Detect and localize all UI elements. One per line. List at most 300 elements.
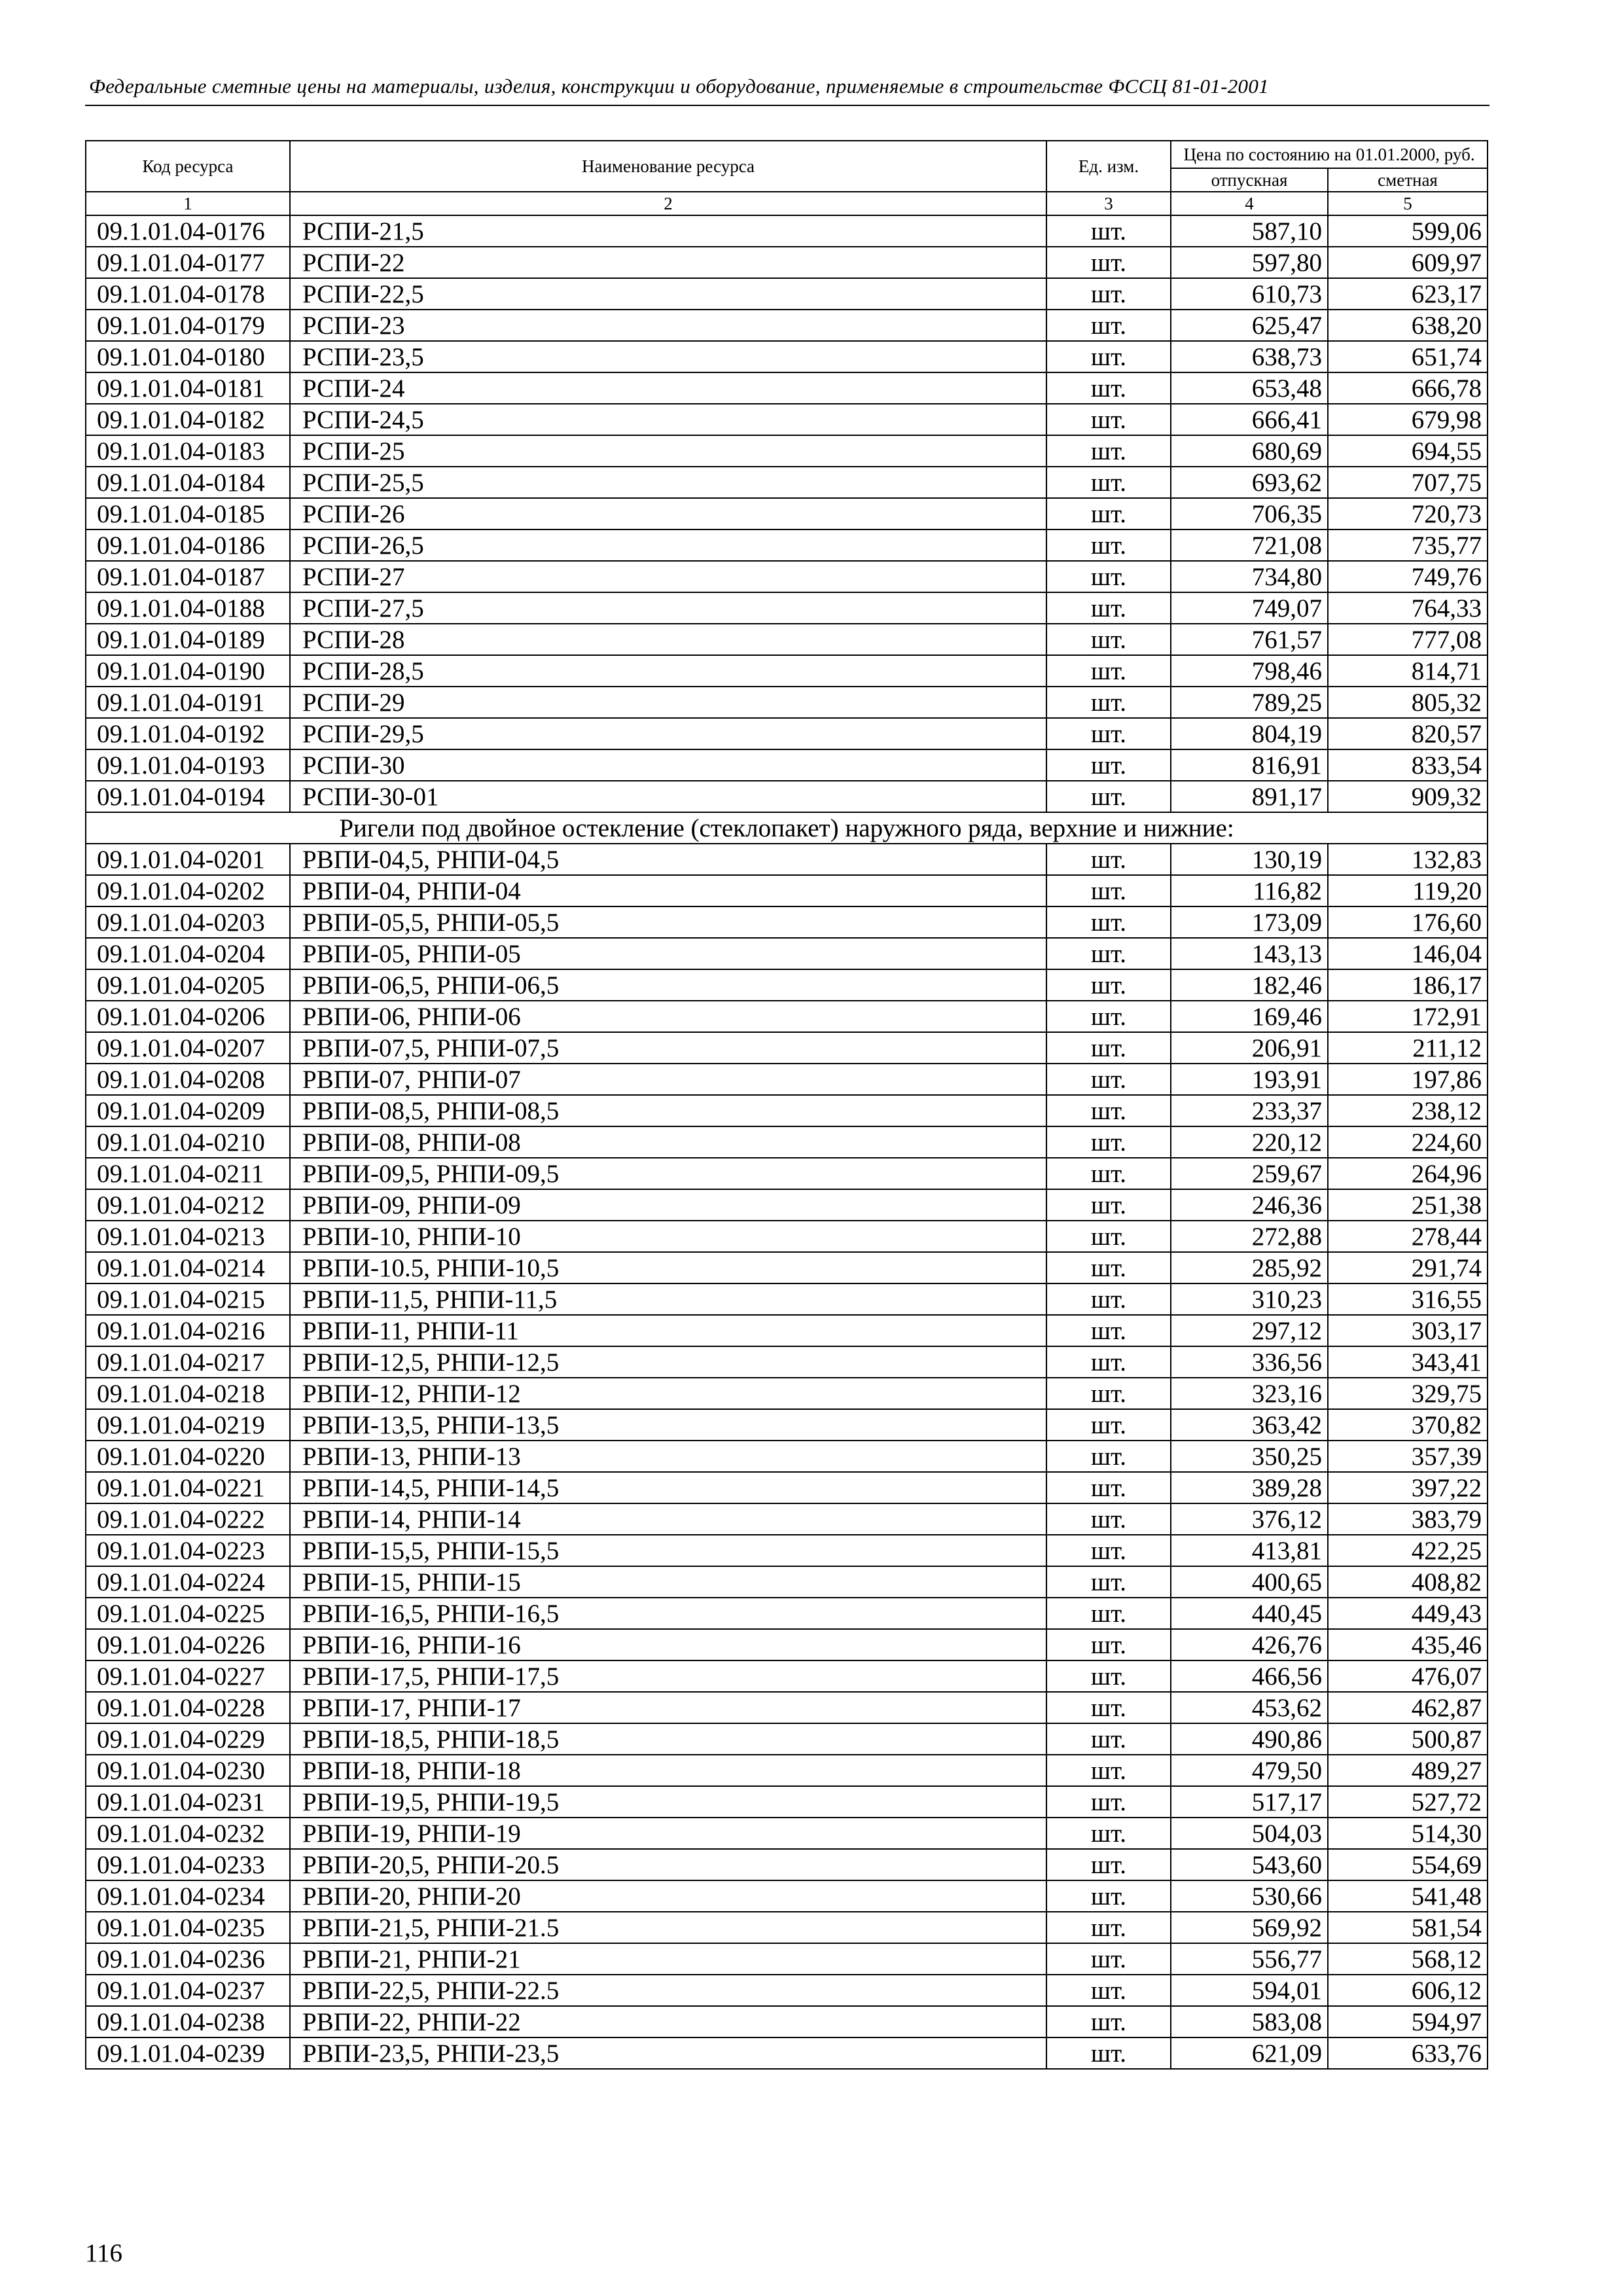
- table-row: [86, 1880, 1488, 1912]
- resource-name: РВПИ-07, РНПИ-07: [290, 1064, 1046, 1095]
- unit-of-measure: шт.: [1046, 278, 1171, 310]
- table-row: [86, 467, 1488, 498]
- release-price: 597,80: [1171, 247, 1328, 278]
- release-price: 594,01: [1171, 1975, 1328, 2006]
- table-row: [86, 247, 1488, 278]
- table-row: [86, 1001, 1488, 1032]
- estimate-price: 224,60: [1328, 1126, 1488, 1158]
- resource-code: 09.1.01.04-0191: [86, 687, 290, 718]
- unit-of-measure: шт.: [1046, 1692, 1171, 1723]
- release-price: 490,86: [1171, 1723, 1328, 1755]
- resource-code: 09.1.01.04-0182: [86, 404, 290, 435]
- column-number: 5: [1328, 192, 1488, 215]
- resource-code: 09.1.01.04-0234: [86, 1880, 290, 1912]
- release-price: 789,25: [1171, 687, 1328, 718]
- estimate-price: 146,04: [1328, 938, 1488, 969]
- unit-of-measure: шт.: [1046, 2006, 1171, 2037]
- resource-name: РСПИ-26: [290, 498, 1046, 529]
- release-price: 297,12: [1171, 1315, 1328, 1346]
- resource-code: 09.1.01.04-0233: [86, 1849, 290, 1880]
- release-price: 440,45: [1171, 1598, 1328, 1629]
- resource-code: 09.1.01.04-0183: [86, 435, 290, 467]
- resource-name: РСПИ-29,5: [290, 718, 1046, 749]
- table-row: [86, 875, 1488, 906]
- estimate-price: 435,46: [1328, 1629, 1488, 1660]
- table-row: [86, 404, 1488, 435]
- table-row: [86, 1818, 1488, 1849]
- estimate-price: 820,57: [1328, 718, 1488, 749]
- table-header: [86, 141, 1488, 215]
- unit-of-measure: шт.: [1046, 1001, 1171, 1032]
- estimate-price: 316,55: [1328, 1283, 1488, 1315]
- unit-of-measure: шт.: [1046, 875, 1171, 906]
- table-row: [86, 1095, 1488, 1126]
- release-price: 336,56: [1171, 1346, 1328, 1378]
- resource-code: 09.1.01.04-0203: [86, 906, 290, 938]
- unit-of-measure: шт.: [1046, 938, 1171, 969]
- release-price: 706,35: [1171, 498, 1328, 529]
- table-row: [86, 969, 1488, 1001]
- estimate-price: 370,82: [1328, 1409, 1488, 1441]
- unit-of-measure: шт.: [1046, 529, 1171, 561]
- resource-code: 09.1.01.04-0231: [86, 1786, 290, 1818]
- table-row: [86, 1535, 1488, 1566]
- resource-name: РСПИ-22,5: [290, 278, 1046, 310]
- table-row: [86, 1660, 1488, 1692]
- unit-of-measure: шт.: [1046, 1566, 1171, 1598]
- resource-code: 09.1.01.04-0193: [86, 749, 290, 781]
- estimate-price: 238,12: [1328, 1095, 1488, 1126]
- column-number: 4: [1171, 192, 1328, 215]
- unit-of-measure: шт.: [1046, 247, 1171, 278]
- release-price: 721,08: [1171, 529, 1328, 561]
- resource-code: 09.1.01.04-0228: [86, 1692, 290, 1723]
- resource-code: 09.1.01.04-0230: [86, 1755, 290, 1786]
- estimate-price: 291,74: [1328, 1252, 1488, 1283]
- resource-code: 09.1.01.04-0202: [86, 875, 290, 906]
- col-header-name: Наименование ресурса: [290, 141, 1046, 192]
- release-price: 206,91: [1171, 1032, 1328, 1064]
- table-row: [86, 1032, 1488, 1064]
- estimate-price: 609,97: [1328, 247, 1488, 278]
- release-price: 363,42: [1171, 1409, 1328, 1441]
- resource-name: РВПИ-14, РНПИ-14: [290, 1503, 1046, 1535]
- resource-name: РВПИ-08, РНПИ-08: [290, 1126, 1046, 1158]
- release-price: 272,88: [1171, 1221, 1328, 1252]
- resource-name: РВПИ-19, РНПИ-19: [290, 1818, 1046, 1849]
- table-row: [86, 1189, 1488, 1221]
- unit-of-measure: шт.: [1046, 1221, 1171, 1252]
- resource-name: РВПИ-20, РНПИ-20: [290, 1880, 1046, 1912]
- unit-of-measure: шт.: [1046, 1441, 1171, 1472]
- table-row: [86, 718, 1488, 749]
- resource-code: 09.1.01.04-0220: [86, 1441, 290, 1472]
- estimate-price: 172,91: [1328, 1001, 1488, 1032]
- table-row: [86, 1346, 1488, 1378]
- resource-code: 09.1.01.04-0201: [86, 844, 290, 875]
- resource-code: 09.1.01.04-0213: [86, 1221, 290, 1252]
- resource-code: 09.1.01.04-0209: [86, 1095, 290, 1126]
- table-row: [86, 1598, 1488, 1629]
- resource-code: 09.1.01.04-0237: [86, 1975, 290, 2006]
- release-price: 734,80: [1171, 561, 1328, 592]
- resource-code: 09.1.01.04-0215: [86, 1283, 290, 1315]
- release-price: 182,46: [1171, 969, 1328, 1001]
- release-price: 376,12: [1171, 1503, 1328, 1535]
- estimate-price: 638,20: [1328, 310, 1488, 341]
- estimate-price: 186,17: [1328, 969, 1488, 1001]
- estimate-price: 833,54: [1328, 749, 1488, 781]
- resource-code: 09.1.01.04-0227: [86, 1660, 290, 1692]
- unit-of-measure: шт.: [1046, 1064, 1171, 1095]
- release-price: 891,17: [1171, 781, 1328, 812]
- release-price: 233,37: [1171, 1095, 1328, 1126]
- unit-of-measure: шт.: [1046, 1346, 1171, 1378]
- table-row: [86, 1064, 1488, 1095]
- estimate-price: 119,20: [1328, 875, 1488, 906]
- header-rule: [85, 105, 1489, 106]
- unit-of-measure: шт.: [1046, 1095, 1171, 1126]
- unit-of-measure: шт.: [1046, 498, 1171, 529]
- table-row: [86, 1472, 1488, 1503]
- section-heading: Ригели под двойное остекление (стеклопакет) наружного ряда, верхние и нижние:: [86, 812, 1488, 844]
- section-heading-row: [86, 812, 1488, 844]
- release-price: 466,56: [1171, 1660, 1328, 1692]
- estimate-price: 211,12: [1328, 1032, 1488, 1064]
- resource-name: РВПИ-10.5, РНПИ-10,5: [290, 1252, 1046, 1283]
- release-price: 653,48: [1171, 372, 1328, 404]
- resource-code: 09.1.01.04-0224: [86, 1566, 290, 1598]
- estimate-price: 568,12: [1328, 1943, 1488, 1975]
- resource-name: РВПИ-08,5, РНПИ-08,5: [290, 1095, 1046, 1126]
- resource-name: РВПИ-21,5, РНПИ-21.5: [290, 1912, 1046, 1943]
- estimate-price: 805,32: [1328, 687, 1488, 718]
- estimate-price: 500,87: [1328, 1723, 1488, 1755]
- release-price: 116,82: [1171, 875, 1328, 906]
- table-row: [86, 1126, 1488, 1158]
- table-row: [86, 1158, 1488, 1189]
- unit-of-measure: шт.: [1046, 592, 1171, 624]
- resource-name: РВПИ-13, РНПИ-13: [290, 1441, 1046, 1472]
- resource-name: РВПИ-05, РНПИ-05: [290, 938, 1046, 969]
- release-price: 638,73: [1171, 341, 1328, 372]
- unit-of-measure: шт.: [1046, 749, 1171, 781]
- unit-of-measure: шт.: [1046, 687, 1171, 718]
- column-numbers-row: [86, 192, 1488, 215]
- unit-of-measure: шт.: [1046, 718, 1171, 749]
- estimate-price: 527,72: [1328, 1786, 1488, 1818]
- resource-name: РВПИ-16, РНПИ-16: [290, 1629, 1046, 1660]
- resource-name: РВПИ-11, РНПИ-11: [290, 1315, 1046, 1346]
- col-header-release: отпускная: [1171, 168, 1328, 192]
- table-row: [86, 341, 1488, 372]
- resource-name: РВПИ-05,5, РНПИ-05,5: [290, 906, 1046, 938]
- resource-name: РВПИ-14,5, РНПИ-14,5: [290, 1472, 1046, 1503]
- estimate-price: 814,71: [1328, 655, 1488, 687]
- estimate-price: 594,97: [1328, 2006, 1488, 2037]
- table-row: [86, 624, 1488, 655]
- table-row: [86, 310, 1488, 341]
- table-row: [86, 2037, 1488, 2069]
- resource-code: 09.1.01.04-0176: [86, 215, 290, 247]
- resource-name: РСПИ-29: [290, 687, 1046, 718]
- estimate-price: 666,78: [1328, 372, 1488, 404]
- estimate-price: 735,77: [1328, 529, 1488, 561]
- unit-of-measure: шт.: [1046, 1880, 1171, 1912]
- unit-of-measure: шт.: [1046, 1818, 1171, 1849]
- table-row: [86, 1975, 1488, 2006]
- resource-code: 09.1.01.04-0229: [86, 1723, 290, 1755]
- unit-of-measure: шт.: [1046, 1283, 1171, 1315]
- resource-name: РВПИ-17, РНПИ-17: [290, 1692, 1046, 1723]
- column-number: 1: [86, 192, 290, 215]
- resource-name: РСПИ-23,5: [290, 341, 1046, 372]
- unit-of-measure: шт.: [1046, 1912, 1171, 1943]
- estimate-price: 462,87: [1328, 1692, 1488, 1723]
- resource-name: РВПИ-07,5, РНПИ-07,5: [290, 1032, 1046, 1064]
- resource-name: РВПИ-16,5, РНПИ-16,5: [290, 1598, 1046, 1629]
- resource-name: РВПИ-12, РНПИ-12: [290, 1378, 1046, 1409]
- table-row: [86, 1221, 1488, 1252]
- resource-code: 09.1.01.04-0204: [86, 938, 290, 969]
- estimate-price: 303,17: [1328, 1315, 1488, 1346]
- resource-code: 09.1.01.04-0217: [86, 1346, 290, 1378]
- release-price: 310,23: [1171, 1283, 1328, 1315]
- estimate-price: 764,33: [1328, 592, 1488, 624]
- release-price: 583,08: [1171, 2006, 1328, 2037]
- unit-of-measure: шт.: [1046, 781, 1171, 812]
- unit-of-measure: шт.: [1046, 1849, 1171, 1880]
- table-row: [86, 1283, 1488, 1315]
- estimate-price: 909,32: [1328, 781, 1488, 812]
- col-header-estimate: сметная: [1328, 168, 1488, 192]
- resource-code: 09.1.01.04-0216: [86, 1315, 290, 1346]
- table-row: [86, 1566, 1488, 1598]
- release-price: 621,09: [1171, 2037, 1328, 2069]
- table-row: [86, 592, 1488, 624]
- release-price: 556,77: [1171, 1943, 1328, 1975]
- resource-name: РСПИ-26,5: [290, 529, 1046, 561]
- estimate-price: 599,06: [1328, 215, 1488, 247]
- release-price: 259,67: [1171, 1158, 1328, 1189]
- resource-code: 09.1.01.04-0223: [86, 1535, 290, 1566]
- resource-name: РВПИ-15, РНПИ-15: [290, 1566, 1046, 1598]
- unit-of-measure: шт.: [1046, 1252, 1171, 1283]
- release-price: 680,69: [1171, 435, 1328, 467]
- unit-of-measure: шт.: [1046, 1503, 1171, 1535]
- table-row: [86, 1409, 1488, 1441]
- estimate-price: 278,44: [1328, 1221, 1488, 1252]
- col-header-code: Код ресурса: [86, 141, 290, 192]
- table-row: [86, 1786, 1488, 1818]
- resource-name: РСПИ-27: [290, 561, 1046, 592]
- release-price: 798,46: [1171, 655, 1328, 687]
- resource-name: РВПИ-23,5, РНПИ-23,5: [290, 2037, 1046, 2069]
- unit-of-measure: шт.: [1046, 1032, 1171, 1064]
- resource-name: РВПИ-09,5, РНПИ-09,5: [290, 1158, 1046, 1189]
- estimate-price: 694,55: [1328, 435, 1488, 467]
- table-row: [86, 687, 1488, 718]
- price-table: [85, 140, 1488, 2070]
- unit-of-measure: шт.: [1046, 1975, 1171, 2006]
- resource-code: 09.1.01.04-0208: [86, 1064, 290, 1095]
- resource-code: 09.1.01.04-0188: [86, 592, 290, 624]
- estimate-price: 329,75: [1328, 1378, 1488, 1409]
- resource-name: РСПИ-28: [290, 624, 1046, 655]
- resource-code: 09.1.01.04-0219: [86, 1409, 290, 1441]
- estimate-price: 651,74: [1328, 341, 1488, 372]
- unit-of-measure: шт.: [1046, 906, 1171, 938]
- table-row: [86, 215, 1488, 247]
- resource-name: РВПИ-04, РНПИ-04: [290, 875, 1046, 906]
- running-header: Федеральные сметные цены на материалы, изделия, конструкции и оборудование, применяемые в строительстве ФССЦ 81-01-2001: [89, 75, 1269, 98]
- resource-code: 09.1.01.04-0214: [86, 1252, 290, 1283]
- page-number: 116: [85, 2239, 123, 2267]
- resource-code: 09.1.01.04-0190: [86, 655, 290, 687]
- resource-code: 09.1.01.04-0226: [86, 1629, 290, 1660]
- release-price: 413,81: [1171, 1535, 1328, 1566]
- estimate-price: 749,76: [1328, 561, 1488, 592]
- estimate-price: 777,08: [1328, 624, 1488, 655]
- unit-of-measure: шт.: [1046, 655, 1171, 687]
- resource-code: 09.1.01.04-0210: [86, 1126, 290, 1158]
- resource-name: РВПИ-21, РНПИ-21: [290, 1943, 1046, 1975]
- release-price: 530,66: [1171, 1880, 1328, 1912]
- resource-name: РВПИ-13,5, РНПИ-13,5: [290, 1409, 1046, 1441]
- release-price: 610,73: [1171, 278, 1328, 310]
- estimate-price: 132,83: [1328, 844, 1488, 875]
- table-row: [86, 529, 1488, 561]
- estimate-price: 581,54: [1328, 1912, 1488, 1943]
- estimate-price: 251,38: [1328, 1189, 1488, 1221]
- resource-name: РСПИ-24,5: [290, 404, 1046, 435]
- release-price: 246,36: [1171, 1189, 1328, 1221]
- resource-name: РВПИ-04,5, РНПИ-04,5: [290, 844, 1046, 875]
- estimate-price: 720,73: [1328, 498, 1488, 529]
- resource-name: РВПИ-11,5, РНПИ-11,5: [290, 1283, 1046, 1315]
- resource-code: 09.1.01.04-0178: [86, 278, 290, 310]
- resource-code: 09.1.01.04-0239: [86, 2037, 290, 2069]
- table-row: [86, 435, 1488, 467]
- resource-name: РВПИ-10, РНПИ-10: [290, 1221, 1046, 1252]
- resource-code: 09.1.01.04-0189: [86, 624, 290, 655]
- resource-name: РВПИ-20,5, РНПИ-20.5: [290, 1849, 1046, 1880]
- unit-of-measure: шт.: [1046, 1315, 1171, 1346]
- resource-name: РВПИ-22,5, РНПИ-22.5: [290, 1975, 1046, 2006]
- estimate-price: 476,07: [1328, 1660, 1488, 1692]
- release-price: 543,60: [1171, 1849, 1328, 1880]
- resource-name: РСПИ-21,5: [290, 215, 1046, 247]
- table-body: [86, 215, 1488, 2069]
- estimate-price: 408,82: [1328, 1566, 1488, 1598]
- estimate-price: 633,76: [1328, 2037, 1488, 2069]
- estimate-price: 554,69: [1328, 1849, 1488, 1880]
- table-row: [86, 906, 1488, 938]
- release-price: 169,46: [1171, 1001, 1328, 1032]
- resource-code: 09.1.01.04-0218: [86, 1378, 290, 1409]
- unit-of-measure: шт.: [1046, 1786, 1171, 1818]
- resource-code: 09.1.01.04-0211: [86, 1158, 290, 1189]
- resource-code: 09.1.01.04-0184: [86, 467, 290, 498]
- table-row: [86, 1629, 1488, 1660]
- table-row: [86, 655, 1488, 687]
- resource-code: 09.1.01.04-0207: [86, 1032, 290, 1064]
- resource-name: РВПИ-22, РНПИ-22: [290, 2006, 1046, 2037]
- release-price: 816,91: [1171, 749, 1328, 781]
- unit-of-measure: шт.: [1046, 1378, 1171, 1409]
- unit-of-measure: шт.: [1046, 467, 1171, 498]
- table-row: [86, 938, 1488, 969]
- release-price: 323,16: [1171, 1378, 1328, 1409]
- estimate-price: 606,12: [1328, 1975, 1488, 2006]
- resource-name: РВПИ-06,5, РНПИ-06,5: [290, 969, 1046, 1001]
- table-row: [86, 749, 1488, 781]
- resource-name: РСПИ-28,5: [290, 655, 1046, 687]
- release-price: 479,50: [1171, 1755, 1328, 1786]
- table-row: [86, 1252, 1488, 1283]
- col-header-unit: Ед. изм.: [1046, 141, 1171, 192]
- release-price: 453,62: [1171, 1692, 1328, 1723]
- resource-code: 09.1.01.04-0180: [86, 341, 290, 372]
- release-price: 666,41: [1171, 404, 1328, 435]
- resource-name: РСПИ-22: [290, 247, 1046, 278]
- table-row: [86, 2006, 1488, 2037]
- column-number: 2: [290, 192, 1046, 215]
- resource-code: 09.1.01.04-0206: [86, 1001, 290, 1032]
- unit-of-measure: шт.: [1046, 1189, 1171, 1221]
- release-price: 749,07: [1171, 592, 1328, 624]
- table-row: [86, 1755, 1488, 1786]
- table-row: [86, 1723, 1488, 1755]
- unit-of-measure: шт.: [1046, 844, 1171, 875]
- resource-name: РСПИ-23: [290, 310, 1046, 341]
- resource-name: РСПИ-25,5: [290, 467, 1046, 498]
- unit-of-measure: шт.: [1046, 561, 1171, 592]
- resource-code: 09.1.01.04-0236: [86, 1943, 290, 1975]
- release-price: 804,19: [1171, 718, 1328, 749]
- estimate-price: 514,30: [1328, 1818, 1488, 1849]
- release-price: 400,65: [1171, 1566, 1328, 1598]
- release-price: 130,19: [1171, 844, 1328, 875]
- unit-of-measure: шт.: [1046, 2037, 1171, 2069]
- release-price: 517,17: [1171, 1786, 1328, 1818]
- release-price: 569,92: [1171, 1912, 1328, 1943]
- table-row: [86, 1849, 1488, 1880]
- resource-name: РСПИ-25: [290, 435, 1046, 467]
- resource-name: РВПИ-12,5, РНПИ-12,5: [290, 1346, 1046, 1378]
- unit-of-measure: шт.: [1046, 1598, 1171, 1629]
- resource-code: 09.1.01.04-0185: [86, 498, 290, 529]
- estimate-price: 264,96: [1328, 1158, 1488, 1189]
- resource-name: РСПИ-30: [290, 749, 1046, 781]
- resource-name: РСПИ-24: [290, 372, 1046, 404]
- table-row: [86, 1503, 1488, 1535]
- estimate-price: 343,41: [1328, 1346, 1488, 1378]
- unit-of-measure: шт.: [1046, 435, 1171, 467]
- release-price: 693,62: [1171, 467, 1328, 498]
- table-row: [86, 561, 1488, 592]
- release-price: 143,13: [1171, 938, 1328, 969]
- table-row: [86, 781, 1488, 812]
- release-price: 389,28: [1171, 1472, 1328, 1503]
- col-header-price-group: Цена по состоянию на 01.01.2000, руб.: [1171, 141, 1488, 168]
- estimate-price: 679,98: [1328, 404, 1488, 435]
- resource-code: 09.1.01.04-0192: [86, 718, 290, 749]
- resource-code: 09.1.01.04-0235: [86, 1912, 290, 1943]
- unit-of-measure: шт.: [1046, 624, 1171, 655]
- unit-of-measure: шт.: [1046, 404, 1171, 435]
- unit-of-measure: шт.: [1046, 1660, 1171, 1692]
